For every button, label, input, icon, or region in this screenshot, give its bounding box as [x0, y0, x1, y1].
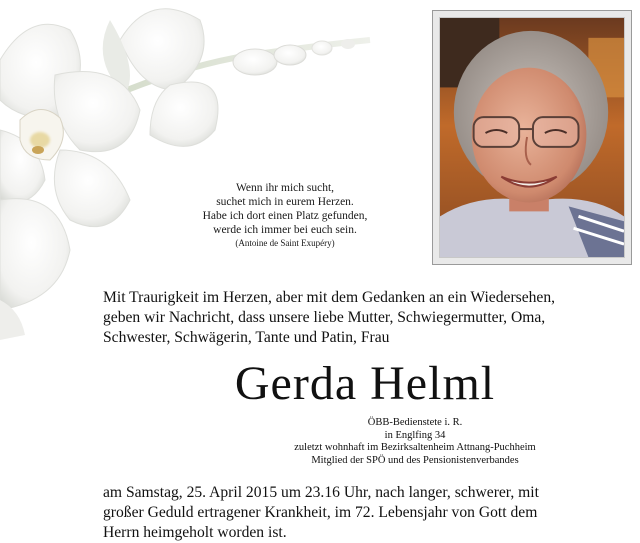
detail-line: zuletzt wohnhaft im Bezirksaltenheim Attnang-Puchheim — [294, 442, 536, 453]
deceased-name: Gerda Helml — [234, 357, 496, 410]
intro-text — [103, 288, 633, 348]
quote-line: Wenn ihr mich sucht, — [235, 182, 335, 194]
detail-line: in Englfing 34 — [384, 429, 446, 441]
quote-line: Habe ich dort einen Platz gefunden, — [202, 210, 368, 222]
quote-line: suchet mich in eurem Herzen. — [216, 196, 354, 208]
detail-line: Mitglied der SPÖ und des Pensionistenverbandes — [311, 454, 519, 466]
intro-line: geben wir Nachricht, dass unsere liebe Mutter, Schwiegermutter, Oma, — [103, 309, 546, 326]
outro-line: Herrn heimgeholt worden ist. — [103, 524, 287, 541]
outro-line: großer Geduld ertragener Krankheit, im 72. Lebensjahr von Gott dem — [103, 504, 538, 521]
deceased-details — [230, 417, 600, 467]
outro-text — [103, 483, 633, 543]
intro-line: Schwester, Schwägerin, Tante und Patin, Frau — [103, 329, 390, 346]
outro-line: am Samstag, 25. April 2015 um 23.16 Uhr, nach langer, schwerer, mit — [103, 484, 539, 501]
quote-line: werde ich immer bei euch sein. — [213, 224, 357, 236]
detail-line: ÖBB-Bedienstete i. R. — [367, 417, 463, 428]
intro-line: Mit Traurigkeit im Herzen, aber mit dem Gedanken an ein Wiedersehen, — [103, 289, 556, 306]
quote-block — [170, 181, 400, 249]
portrait-frame — [432, 10, 632, 265]
quote-attribution: (Antoine de Saint Exupéry) — [235, 238, 335, 248]
portrait-photo — [439, 17, 625, 258]
